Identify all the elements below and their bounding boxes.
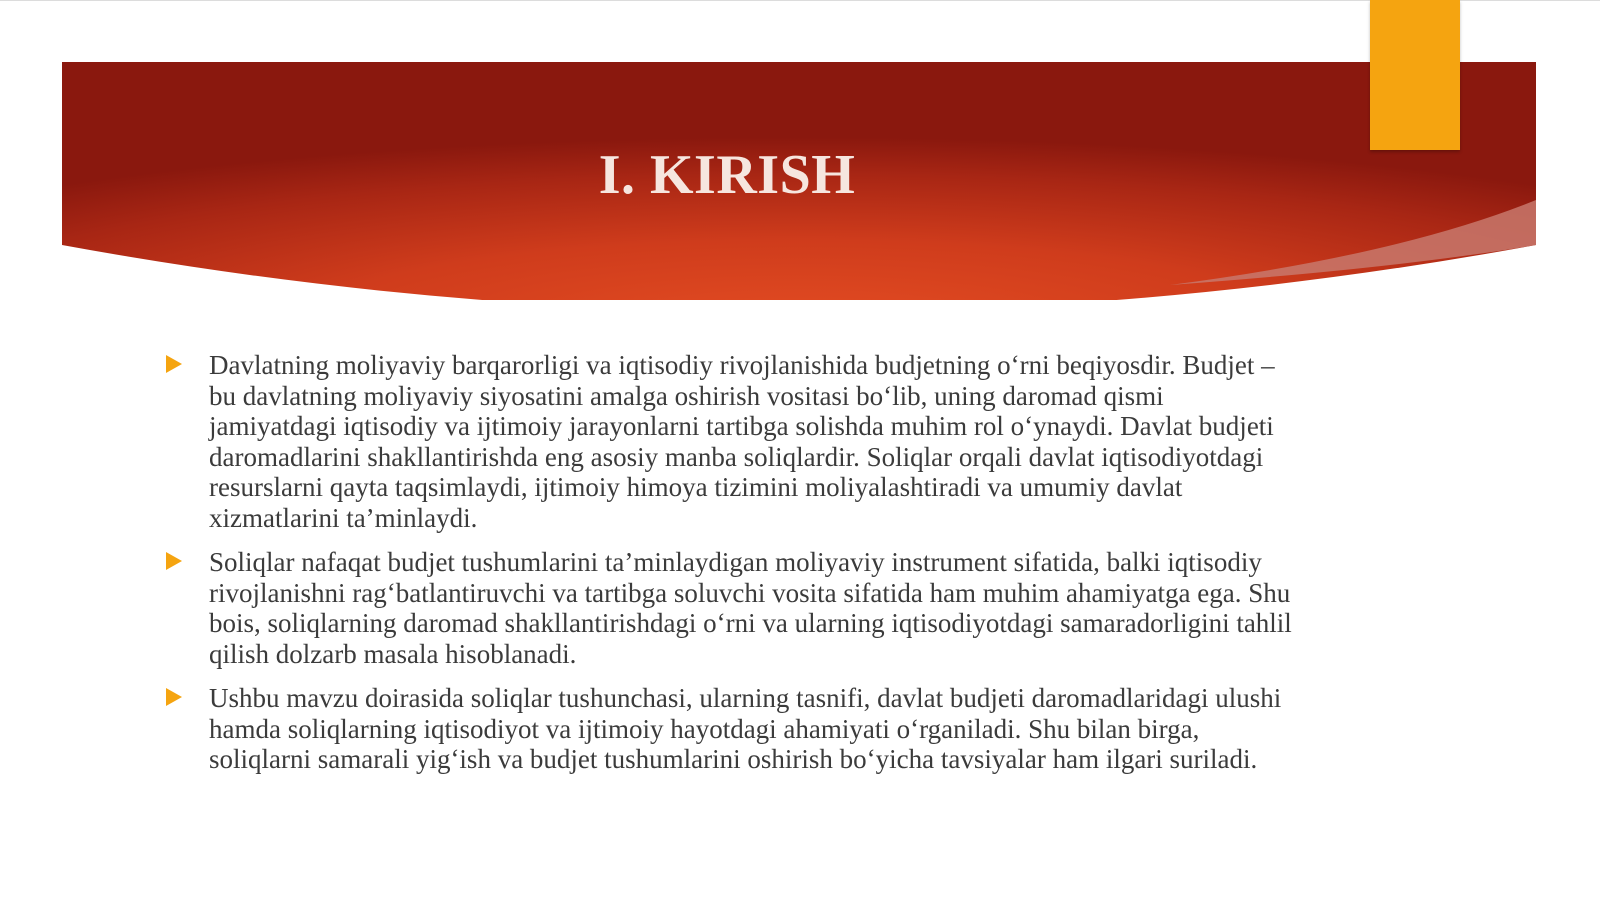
triangle-bullet-icon bbox=[165, 354, 183, 374]
bullet-list bbox=[165, 350, 1295, 789]
bullet-text-1: Davlatning moliyaviy barqarorligi va iqtisodiy rivojlanishida budjetning o‘rni beqiyosdir. Budjet – bu davlatning moliyaviy siyosatini amalga oshirish vositasi bo‘lib, uning daromad qismi jamiyatdagi iqtisodiy va ijtimoiy jarayonlarni tartibga solishda muhim rol o‘ynaydi. Davlat budjeti daromadlarini shakllantirishda eng asosiy manba soliqlardir. Soliqlar orqali davlat iqtisodiyotdagi resurslarni qayta taqsimlaydi, ijtimoiy himoya tizimini moliyalashtiradi va umumiy davlat xizmatlarini ta’minlaydi. bbox=[209, 350, 1275, 533]
bullet-item-3 bbox=[165, 683, 1295, 775]
bullet-text-3: Ushbu mavzu doirasida soliqlar tushunchasi, ularning tasnifi, davlat budjeti daromadlaridagi ulushi hamda soliqlarning iqtisodiyot va ijtimoiy hayotdagi ahamiyati o‘rganiladi. Shu bilan birga, soliqlarni samarali yig‘ish va budjet tushumlarini oshirish bo‘yicha tavsiyalar ham ilgari suriladi. bbox=[209, 683, 1282, 774]
accent-tab bbox=[1370, 0, 1460, 150]
triangle-bullet-icon bbox=[165, 687, 183, 707]
bullet-text-2: Soliqlar nafaqat budjet tushumlarini ta’minlaydigan moliyaviy instrument sifatida, balki iqtisodiy rivojlanishni rag‘batlantiruvchi va tartibga soluvchi vosita sifatida ham muhim ahamiyatga ega. Shu bois, soliqlarning daromad shakllantirishdagi o‘rni va ularning iqtisodiyotdagi samaradorligini tahlil qilish dolzarb masala hisoblanadi. bbox=[209, 547, 1292, 669]
bullet-item-1 bbox=[165, 350, 1295, 533]
bullet-item-2 bbox=[165, 547, 1295, 669]
triangle-bullet-icon bbox=[165, 551, 183, 571]
slide-title: I. KIRISH bbox=[598, 144, 856, 206]
